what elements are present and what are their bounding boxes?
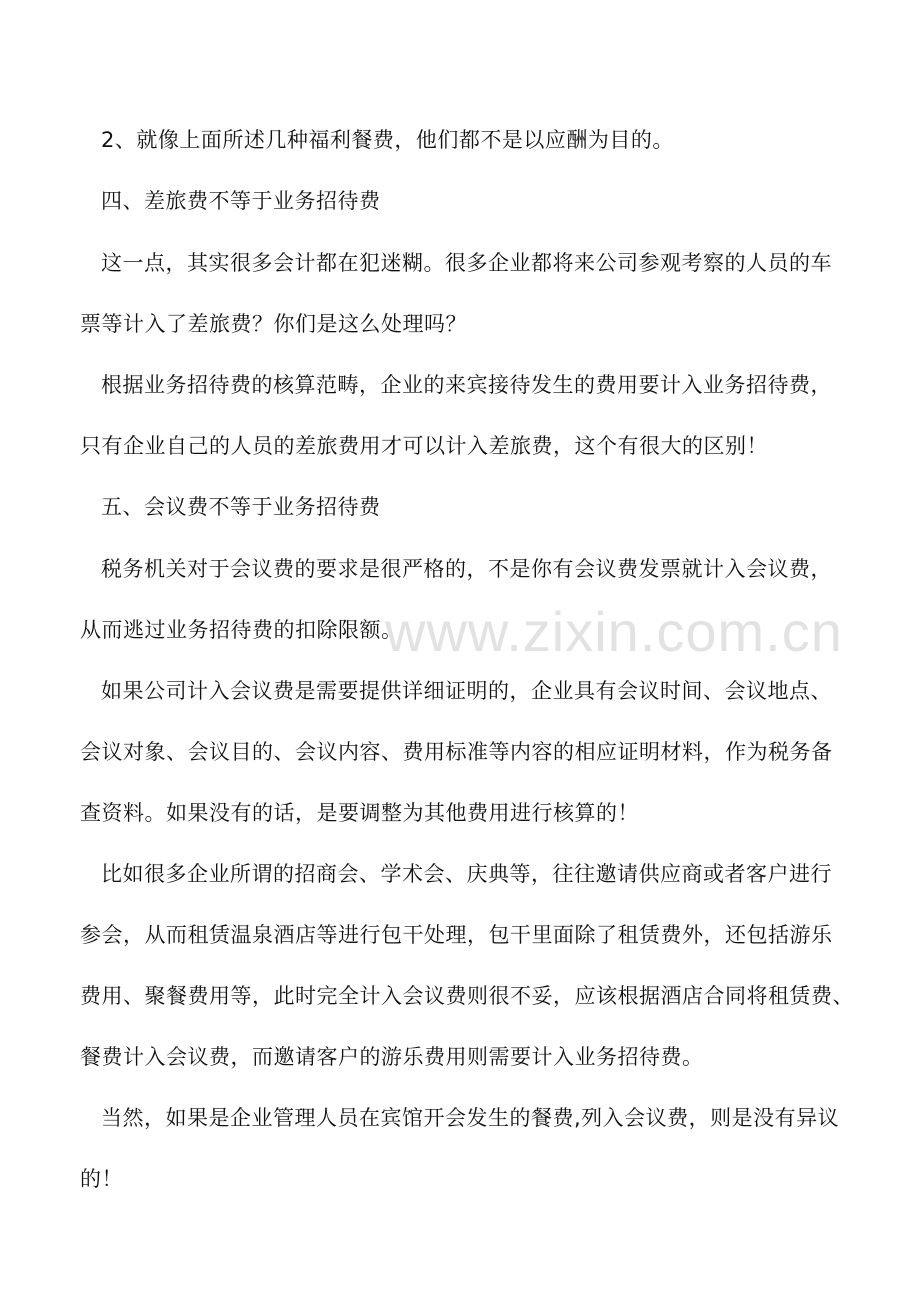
paragraph-line: 参会，从而租赁温泉酒店等进行包干处理，包干里面除了租赁费外，还包括游乐 bbox=[80, 923, 833, 947]
watermark: www.zixin.com.cn bbox=[385, 600, 843, 663]
paragraph-line: 餐费计入会议费，而邀请客户的游乐费用则需要计入业务招待费。 bbox=[80, 1045, 704, 1069]
paragraph-line: 比如很多企业所谓的招商会、学术会、庆典等，往往邀请供应商或者客户进行 bbox=[101, 862, 832, 886]
paragraph-line: 查资料。如果没有的话，是要调整为其他费用进行核算的！ bbox=[80, 801, 639, 825]
paragraph-line: 票等计入了差旅费？你们是这么处理吗？ bbox=[80, 312, 467, 336]
section-heading: 五、会议费不等于业务招待费 bbox=[101, 495, 381, 519]
paragraph-line: 会议对象、会议目的、会议内容、费用标准等内容的相应证明材料，作为税务备 bbox=[80, 740, 833, 764]
paragraph-line: 如果公司计入会议费是需要提供详细证明的，企业具有会议时间、会议地点、 bbox=[101, 679, 832, 703]
paragraph-line: 当然，如果是企业管理人员在宾馆开会发生的餐费,列入会议费，则是没有异议 bbox=[101, 1106, 840, 1130]
paragraph-line: 从而逃过业务招待费的扣除限额。 bbox=[80, 618, 403, 642]
section-heading: 四、差旅费不等于业务招待费 bbox=[101, 189, 381, 213]
paragraph-line: 费用、聚餐费用等，此时完全计入会议费则很不妥，应该根据酒店合同将租赁费、 bbox=[80, 984, 854, 1008]
paragraph-line: 根据业务招待费的核算范畴，企业的来宾接待发生的费用要计入业务招待费， bbox=[101, 373, 832, 397]
paragraph-line: 的！ bbox=[80, 1167, 123, 1191]
paragraph-line: 税务机关对于会议费的要求是很严格的，不是你有会议费发票就计入会议费， bbox=[101, 557, 832, 581]
paragraph-line: 只有企业自己的人员的差旅费用才可以计入差旅费，这个有很大的区别！ bbox=[80, 434, 768, 458]
paragraph-line: 2、就像上面所述几种福利餐费，他们都不是以应酬为目的。 bbox=[101, 128, 674, 152]
paragraph-line: 这一点，其实很多会计都在犯迷糊。很多企业都将来公司参观考察的人员的车 bbox=[101, 251, 832, 275]
